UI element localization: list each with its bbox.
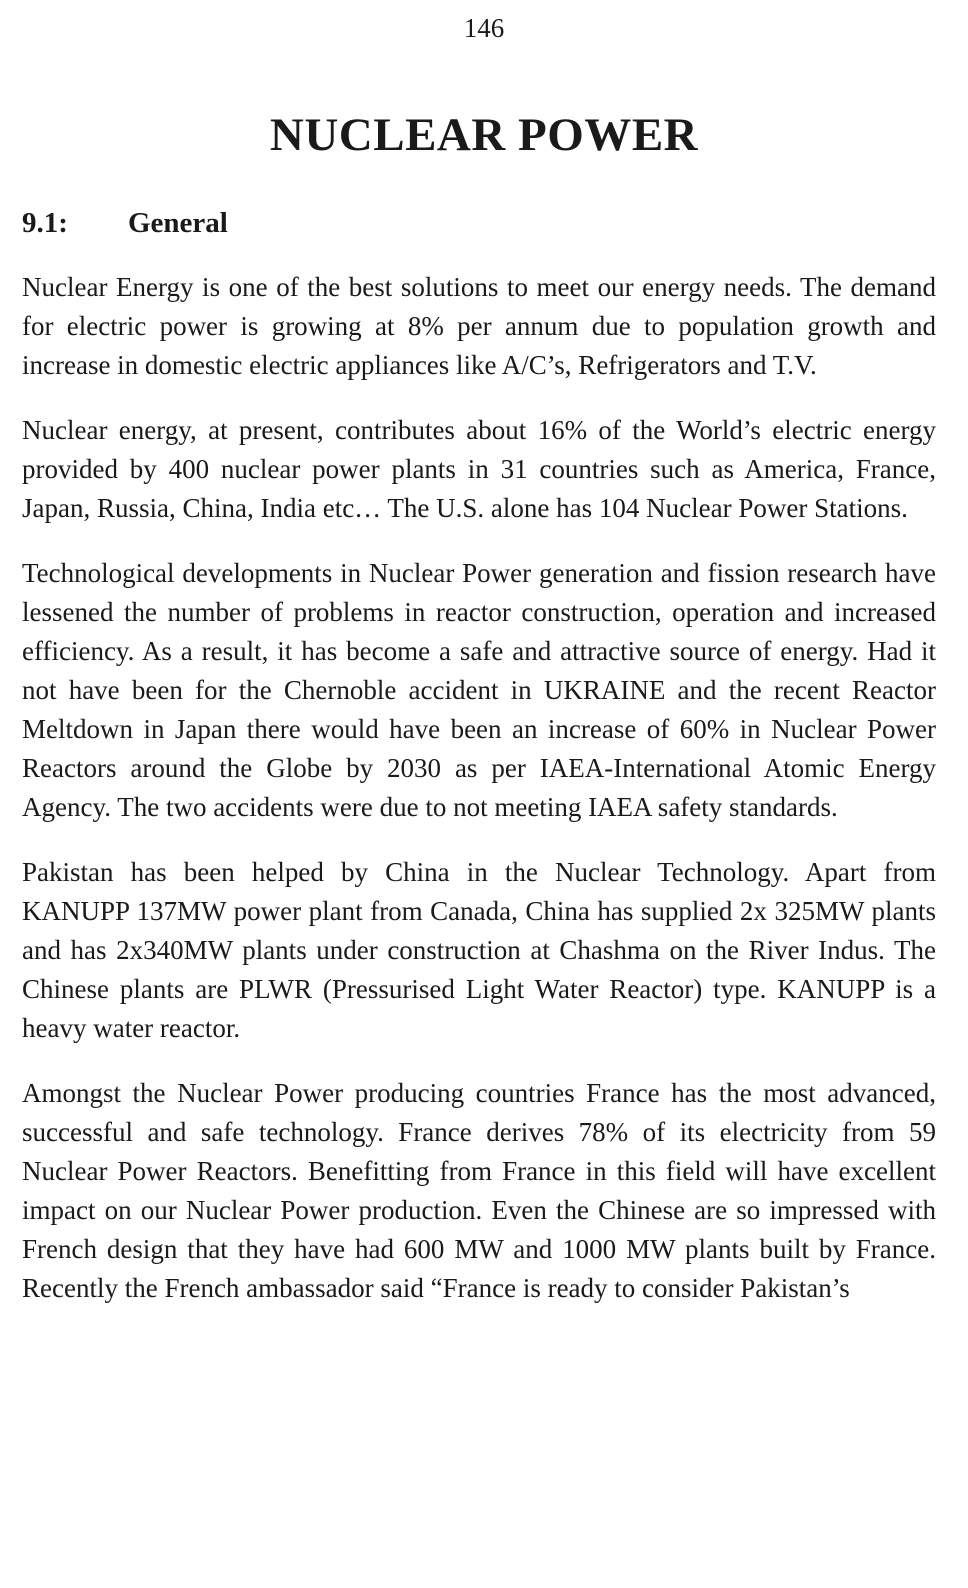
chapter-title: NUCLEAR POWER — [269, 109, 699, 161]
paragraph-world-share: Nuclear energy, at present, contributes about 16% of the World’s electric energy provided by 400 nuclear power plants in 31 countries such as America, France, Japan, Russia, China, India etc… The U.S. alone has 104 Nuclear Power Stations. — [22, 415, 936, 523]
section-number: 9.1: — [22, 207, 68, 239]
paragraph-technology: Technological developments in Nuclear Power generation and fission research have lessened the number of problems in reactor construction, operation and increased efficiency. As a result, it has become a safe and attractive source of energy. Had it not have been for the Chernoble accident in UKRAINE and the recent Reactor Meltdown in Japan there would have been an increase of 60% in Nuclear Power Reactors around the Globe by 2030 as per IAEA-International Atomic Energy Agency. The two accidents were due to not meeting IAEA safety standards. — [22, 558, 936, 822]
paragraph-demand: Nuclear Energy is one of the best solutions to meet our energy needs. The demand for electric power is growing at 8% per annum due to population growth and increase in domestic electric appliances like A/C’s, Refrigerators and T.V. — [22, 272, 936, 380]
paragraph-france: Amongst the Nuclear Power producing countries France has the most advanced, successful and safe technology. France derives 78% of its electricity from 59 Nuclear Power Reactors. Benefitting from France in this field will have excellent impact on our Nuclear Power production. Even the Chinese are so impressed with French design that they have had 600 MW and 1000 MW plants built by France. Recently the French ambassador said “France is ready to consider Pakistan’s — [22, 1078, 936, 1303]
paragraph-pakistan: Pakistan has been helped by China in the Nuclear Technology. Apart from KANUPP 137MW power plant from Canada, China has supplied 2x 325MW plants and has 2x340MW plants under construction at Chashma on the River Indus. The Chinese plants are PLWR (Pressurised Light Water Reactor) type. KANUPP is a heavy water reactor. — [22, 857, 936, 1043]
section-title: General — [128, 207, 228, 239]
page-number: 146 — [463, 13, 505, 43]
section-heading — [22, 204, 228, 242]
body-text — [22, 268, 936, 1334]
